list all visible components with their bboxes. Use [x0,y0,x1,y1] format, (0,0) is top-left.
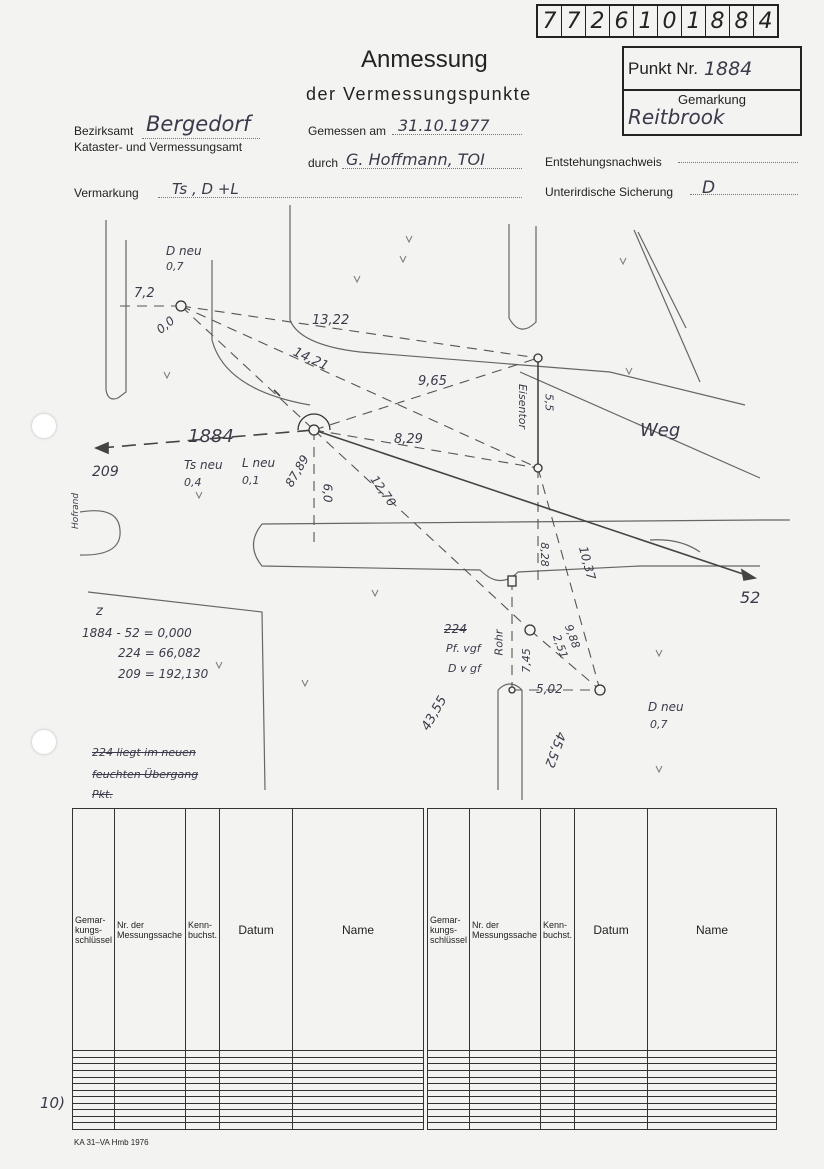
durch-value: G. Hoffmann, TOI [346,150,485,169]
label-8-29: 8,29 [394,432,423,447]
label-14-21: 14,21 [290,344,331,375]
label-8-28: 8,28 [537,542,551,567]
kataster-label: Kataster- und Vermessungsamt [74,140,243,154]
label-43-55: 43,55 [418,693,451,734]
digit-box: 8 [730,6,754,36]
label-point-52: 52 [740,588,761,607]
label-d-neu-top: D neu [166,244,202,258]
gemessen-value: 31.10.1977 [398,116,490,135]
label-ts-val: 0,4 [184,476,202,489]
col-header-nr: Nr. der Messungssache [470,809,541,1051]
table-cell [73,1123,115,1130]
label-2-51: 2,51 [549,632,571,661]
label-7-45: 7,45 [519,648,533,673]
page-subtitle: der Vermessungspunkte [306,84,532,104]
durch-label: durch [308,156,339,170]
digit-box: 4 [758,8,773,34]
gemarkung-value: Reitbrook [628,105,725,129]
register-table-left [72,808,424,1130]
label-pf-vgf: Pf. vgf [446,642,481,655]
table-cell [541,1123,575,1130]
label-l-val: 0,1 [242,474,260,487]
entstehung-label: Entstehungsnachweis [545,155,662,169]
label-hofrand: Hofrand [71,492,82,530]
digit-box: 8 [706,6,730,36]
note-line-2: feuchten Übergang [92,768,199,781]
calc-row-1: 1884 - 52 = 0,000 [82,626,192,640]
label-rohr: Rohr [492,629,506,656]
gemessen-label: Gemessen am [308,124,387,138]
label-d-neu-top-val: 0,7 [166,260,184,273]
label-point-224: 224 [444,622,467,636]
label-6-0: 6,0 [320,483,335,503]
register-table-right [427,808,777,1130]
calc-row-2: 224 = 66,082 [118,646,201,660]
bezirksamt-label: Bezirksamt [74,124,134,138]
table-cell [293,1123,424,1130]
page-mark: 10) [40,1094,65,1112]
label-ts-neu: Ts neu [184,458,223,472]
label-weg: Weg [640,420,681,441]
table-cell [648,1123,777,1130]
label-5-02: 5,02 [536,682,563,696]
digit-box: 7 [562,6,586,36]
col-header-nr: Nr. der Messungssache [115,809,186,1051]
table-cell [220,1123,293,1130]
label-13-22: 13,22 [312,313,350,328]
vermarkung-label: Vermarkung [74,186,139,200]
label-5-5: 5,5 [542,393,556,412]
calc-row-3: 209 = 192,130 [118,667,209,681]
label-point-1884: 1884 [188,426,234,447]
label-d-neu-bottom-val: 0,7 [650,718,668,731]
punkt-label: Punkt Nr. [628,58,698,78]
col-header-kenn: Kenn-buchst. [541,809,575,1051]
table-cell [470,1123,541,1130]
col-header-kenn: Kenn-buchst. [186,809,220,1051]
unterirdisch-label: Unterirdische Sicherung [545,185,674,199]
table-cell [575,1123,648,1130]
label-9-65: 9,65 [418,374,447,389]
note-line-1: 224 liegt im neuen [92,746,196,759]
punkt-value: 1884 [703,57,753,80]
digit-box: 1 [682,6,706,36]
col-header-datum: Datum [575,809,648,1051]
label-point-209: 209 [92,464,119,480]
label-d-neu-bottom: D neu [648,700,684,714]
table-cell [186,1123,220,1130]
col-header-datum: Datum [220,809,293,1051]
gemarkung-label: Gemarkung [678,92,746,107]
label-87-89: 87,89 [282,452,312,490]
col-header-name: Name [293,809,424,1051]
page-title: Anmessung [361,46,488,73]
label-9-88: 9,88 [561,622,583,651]
table-row [428,1123,777,1130]
unterirdisch-value: D [702,178,716,198]
col-header-gemarkung: Gemar-kungs-schlüssel [428,809,470,1051]
bezirksamt-value: Bergedorf [146,112,251,136]
label-10-37: 10,37 [575,544,599,582]
table-cell [428,1123,470,1130]
label-d-vgf: D v gf [448,662,481,675]
label-0-0: 0,0 [153,313,178,337]
label-7-2: 7,2 [134,286,155,301]
col-header-gemarkung: Gemar-kungs-schlüssel [73,809,115,1051]
label-45-52: 45,52 [541,729,569,770]
table-row [73,1123,424,1130]
col-header-name: Name [648,809,777,1051]
digit-box: 1 [634,6,658,36]
vermarkung-value: Ts , D +L [172,180,239,198]
digit-box: 0 [658,6,682,36]
form-code: KA 31–VA Hmb 1976 [74,1138,149,1147]
note-line-3: Pkt. [92,788,113,801]
label-l-neu: L neu [242,456,276,470]
digit-box: 2 [586,6,610,36]
label-eisentor: Eisentor [516,383,530,430]
digit-box: 6 [610,6,634,36]
label-12-70: 12,70 [367,472,399,510]
digit-box: 7 [538,6,562,36]
calc-z: z [96,604,103,619]
table-cell [115,1123,186,1130]
